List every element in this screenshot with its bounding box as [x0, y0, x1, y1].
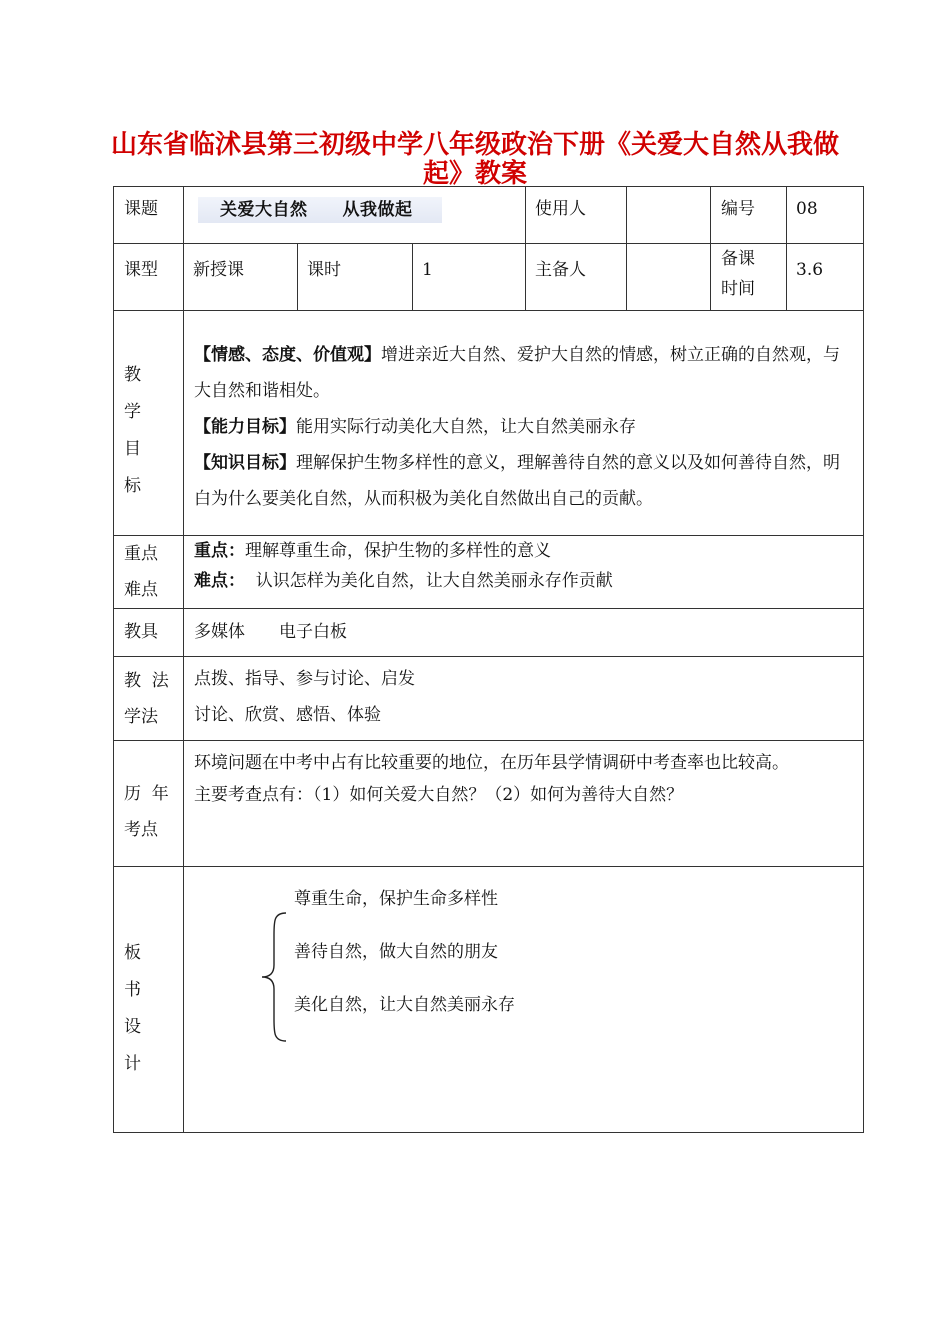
- goals-label-char: 标: [124, 476, 141, 496]
- tools-label: 教具: [114, 609, 184, 657]
- board-label-char: 计: [124, 1054, 141, 1074]
- row-exam: [114, 741, 864, 867]
- exam-text-2: 主要考查点有：（1）如何关爱大自然？（2）如何为善待大自然？: [194, 785, 684, 805]
- topic-cell: [184, 187, 526, 244]
- prep-time-label-1: 备课: [721, 249, 756, 269]
- topic-label: 课题: [114, 187, 184, 244]
- exam-content: [184, 741, 864, 867]
- keypoints-label: [114, 536, 184, 609]
- key-point-tag: 重点：: [194, 541, 245, 561]
- board-item: 尊重生命，保护生命多样性: [294, 889, 498, 909]
- goals-content: [184, 311, 864, 536]
- board-label-char: 书: [124, 980, 141, 1000]
- keypoints-content: [184, 536, 864, 609]
- keypoints-label-1: 重点: [124, 544, 158, 564]
- board-label-char: 板: [124, 943, 141, 963]
- board-label: [114, 867, 184, 1133]
- user-value: [627, 187, 711, 244]
- number-value: 08: [787, 187, 864, 244]
- board-label-char: 设: [124, 1017, 141, 1037]
- exam-label-1: 历 年: [124, 784, 169, 804]
- document-title-line2: 起》教案: [422, 159, 527, 189]
- exam-label: [114, 741, 184, 867]
- goal-ability: [194, 409, 853, 445]
- methods-label-2: 学法: [124, 707, 158, 727]
- prep-time-value: 3.6: [787, 244, 864, 311]
- lesson-plan-table: [113, 186, 864, 1133]
- goal-knowledge: [194, 445, 853, 517]
- goals-label: [114, 311, 184, 536]
- goal-knowledge-tag: 【知识目标】: [194, 453, 296, 473]
- board-item: 善待自然，做大自然的朋友: [294, 942, 498, 962]
- learn-method: 讨论、欣赏、感悟、体验: [194, 705, 381, 725]
- type-label: 课型: [114, 244, 184, 311]
- goal-ability-tag: 【能力目标】: [194, 417, 296, 437]
- exam-text-1: 环境问题在中考中占有比较重要的地位，在历年县学情调研中考查率也比较高。: [194, 753, 789, 773]
- hours-label: 课时: [298, 244, 413, 311]
- tools-value: 多媒体 电子白板: [184, 609, 864, 657]
- goal-knowledge-text: 理解保护生物多样性的意义，理解善待自然的意义以及如何善待自然，明白为什么要美化自然，从而积极为美化自然做出自己的贡献。: [194, 453, 840, 509]
- key-point-text: 理解尊重生命，保护生物的多样性的意义: [245, 541, 551, 561]
- difficult-point: [194, 566, 863, 596]
- preparer-label: 主备人: [526, 244, 627, 311]
- difficult-point-text: 认识怎样为美化自然，让大自然美丽永存作贡献: [245, 571, 613, 591]
- goals-label-char: 教: [124, 365, 141, 385]
- curly-brace-icon: [260, 911, 290, 1043]
- exam-label-2: 考点: [124, 820, 158, 840]
- row-type: [114, 244, 864, 311]
- type-value: 新授课: [184, 244, 298, 311]
- goal-attitude-text: 增进亲近大自然、爱护大自然的情感，树立正确的自然观，与大自然和谐相处。: [194, 345, 840, 401]
- prep-time-label: [711, 244, 787, 311]
- board-content: [184, 867, 864, 1133]
- row-goals: [114, 311, 864, 536]
- difficult-point-tag: 难点：: [194, 571, 245, 591]
- user-label: 使用人: [526, 187, 627, 244]
- goal-attitude-tag: 【情感、态度、价值观】: [194, 345, 381, 365]
- teach-method: 点拨、指导、参与讨论、启发: [194, 669, 415, 689]
- number-label: 编号: [711, 187, 787, 244]
- preparer-value: [627, 244, 711, 311]
- row-board: [114, 867, 864, 1133]
- document-title-line1: 山东省临沭县第三初级中学八年级政治下册《关爱大自然从我做: [110, 130, 839, 160]
- board-item: 美化自然，让大自然美丽永存: [294, 995, 515, 1015]
- row-methods: [114, 657, 864, 741]
- methods-label: [114, 657, 184, 741]
- keypoints-label-2: 难点: [124, 580, 158, 600]
- methods-content: [184, 657, 864, 741]
- row-tools: [114, 609, 864, 657]
- prep-time-label-2: 时间: [721, 279, 756, 299]
- row-keypoints: [114, 536, 864, 609]
- topic-value: 关爱大自然 从我做起: [198, 197, 442, 223]
- row-topic: [114, 187, 864, 244]
- goals-label-char: 学: [124, 402, 141, 422]
- methods-label-1: 教 法: [124, 671, 169, 691]
- key-point: [194, 536, 863, 566]
- goal-ability-text: 能用实际行动美化大自然，让大自然美丽永存: [296, 417, 636, 437]
- hours-value: 1: [413, 244, 526, 311]
- goals-label-char: 目: [124, 439, 141, 459]
- goal-attitude: [194, 337, 853, 409]
